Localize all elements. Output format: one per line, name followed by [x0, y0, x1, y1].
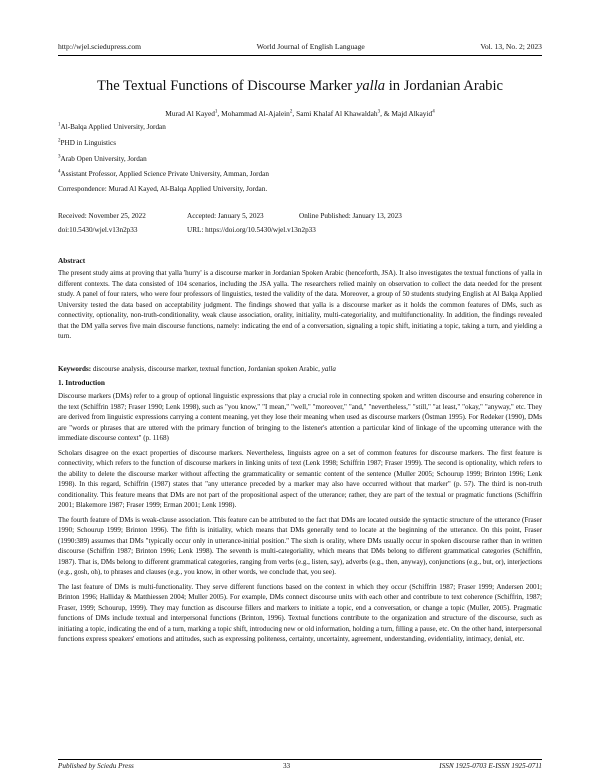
keywords-label: Keywords: — [58, 365, 92, 373]
volume-info: Vol. 13, No. 2; 2023 — [480, 42, 542, 51]
author-4: , & Majd Alkayid — [380, 109, 433, 118]
received-date: Received: November 25, 2022 — [58, 212, 146, 220]
affiliation-3 — [58, 155, 147, 163]
title-rest: in Jordanian Arabic — [385, 78, 504, 94]
author-1-sup: 1 — [214, 109, 218, 115]
affiliation-4-sup: 4 — [58, 169, 61, 175]
affiliation-2-sup: 2 — [58, 138, 61, 144]
page-footer — [58, 762, 542, 770]
intro-paragraph-2: Scholars disagree on the exact properties of discourse markers. Nevertheless, linguists agree on a set of common features for discourse markers. The first feature is connectivity, which refers to the function of discourse markers in linking units of text (Lenk 1998; Schiffrin 1987; Fraser 1999). The second is optionality, which refers to the ability to delete the discourse marker without affecting the grammaticality or semantic content of the sentence (Muller 2005; Schourup 1999; Brinton 1996; Lenk 1998). In this regard, Schiffrin (1987) states that "any utterance preceded by a marker may also have occurred without that marker" (p. 57). The third is non-truth conditionality. This feature means that DMs are not part of the propositional aspect of the utterance; rather, they are part of the textual or pragmatic functions (Schiffrin 2001; Blakemore 1987; Fraser 1999; Erman 2001; Lenk 1998). — [58, 448, 542, 509]
page-number: 33 — [282, 762, 291, 770]
footer-rule — [58, 759, 542, 760]
keywords-italic: yalla — [321, 365, 336, 373]
author-4-sup: 4 — [432, 109, 435, 115]
title-italic: yalla — [355, 78, 386, 94]
affiliation-1-text: Al-Balqa Applied University, Jordan — [60, 123, 166, 131]
affiliation-4-text: Assistant Professor, Applied Science Private University, Amman, Jordan — [60, 170, 269, 178]
publisher: Published by Sciedu Press — [58, 762, 134, 770]
author-3-sup: 3 — [377, 109, 381, 115]
author-2: , Mohammad Al-Ajalein — [217, 109, 290, 118]
keywords-text: discourse analysis, discourse marker, textual function, Jordanian spoken Arabic, — [91, 365, 322, 373]
journal-name: World Journal of English Language — [256, 42, 365, 51]
running-header — [58, 42, 542, 51]
published-date: Online Published: January 13, 2023 — [299, 212, 402, 220]
intro-paragraph-1: Discourse markers (DMs) refer to a group of optional linguistic expressions that play a crucial role in connecting spoken and written discourse and ensuring coherence in the text (Schiffrin 1987; Fraser 1990; Lenk 1998), such as "you know," "I mean," "well," "moreover," "and," "nevertheless," "still," "at least," "okay," "anyway," etc. They are derived from linguistic expressions carrying a content meaning, yet they lose their meaning when used as discourse markers (Östman 1995). For Redeker (1990), DMs are "words or phrases that are uttered with the primary function of bringing to the listener's attention a particular kind of linkage of the upcoming utterance with the immediate discourse context" (p. 1168) — [58, 392, 542, 442]
keywords — [58, 365, 542, 373]
intro-paragraph-3: The fourth feature of DMs is weak-clause association. This feature can be attributed to the fact that DMs are located outside the syntactic structure of the utterance (Fraser 1990; Schourup 1999; Brinton 1996). The fifth is initiality, which means that DMs generally tend to locate at the beginning of the utterance. On this point, Fraser (1990:389) assumes that DMs "typically occur only in utterance-initial position." The sixth is orality, where DMs usually occur in spoken discourse rather than in written discourse (Schiffrin 1987; Brinton 1996; Lenk 1998). The seventh is multi-categoriality, which means that DMs belong to different grammatical categories (Schiffrin, 1987). That is, DMs belong to different grammatical categories, ranging from verbs (e.g., listen, say), adverbs (e.g., then, anyway), conjunctions (e.g., but, or), interjections (e.g., gosh, oh), to phrases and clauses (e.g., you know, in other words, we conclude that, you see). — [58, 515, 542, 576]
correspondence: Correspondence: Murad Al Kayed, Al-Balqa Applied University, Jordan. — [58, 185, 268, 193]
affiliation-4 — [58, 170, 269, 178]
abstract-heading: Abstract — [58, 256, 86, 265]
abstract-text: The present study aims at proving that yalla 'hurry' is a discourse marker in Jordanian Spoken Arabic (henceforth, JSA). It also investigates the textual functions of yalla in different contexts. The data consisted of 104 scenarios, including the JSA yalla. The researchers relied mainly on observation to collect the data needed for the present study. A panel of four raters, who were four professors of linguistics, tested the validity of the data. Moreover, a group of 50 students studying English at Al Balqa Applied University tested the data based on acceptability judgment. The findings showed that yalla is a discourse marker as it holds the common features of DMs, such as connectivity, optionality, non-truth-conditionality, weak clause association, orality, initiality, multi-categoriality, and multifunctionality. In addition, the findings revealed that the DM yalla serves five main discourse functions, namely: indicating the end of a conversation, signaling a topic shift, initiating a topic, taking a turn, and yielding a turn. — [58, 269, 542, 340]
affiliation-1-sup: 1 — [58, 122, 61, 128]
doi-url[interactable]: URL: https://doi.org/10.5430/wjel.v13n2p33 — [187, 226, 316, 234]
intro-paragraph-4: The last feature of DMs is multi-functionality. They serve different functions based on the context in which they occur (Schiffrin 1987; Fraser 1999; Andersen 2001; Brinton 1996; Halliday & Matthiessen 2004; Muller 2005). For example, DMs connect discourse units with each other and contribute to text coherence (Schiffrin, 1987; Fraser, 1999; Schourup, 1999). They may function as discourse fillers and markers to initiate a topic, end a conversation, or change a topic (Muller, 2005). Pragmatic functions of DMs include textual and interpersonal functions (Brinton, 1996). Textual functions contribute to the organization and structure of the discourse, such as initiating a topic, indicating the end of a turn, marking a topic shift, introducing new or old information, holding a turn, filling a pause, etc. On the other hand, interpersonal functions express speakers' emotions and attitudes, such as expressing politeness, certainty, uncertainty, agreement, understanding, evidentiality, intimacy, denial, etc. — [58, 582, 542, 643]
affiliation-3-sup: 3 — [58, 154, 61, 160]
publication-dates — [58, 212, 542, 240]
author-1: Murad Al Kayed — [165, 109, 215, 118]
author-2-sup: 2 — [289, 109, 293, 115]
header-rule — [58, 55, 542, 56]
title-main: The Textual Functions of Discourse Marker — [96, 78, 356, 94]
journal-url[interactable]: http://wjel.sciedupress.com — [58, 42, 142, 51]
intro-body — [58, 391, 542, 649]
affiliation-2-text: PHD in Linguistics — [60, 139, 117, 147]
accepted-date: Accepted: January 5, 2023 — [187, 212, 264, 220]
doi[interactable]: doi:10.5430/wjel.v13n2p33 — [58, 226, 138, 234]
affiliation-3-text: Arab Open University, Jordan — [60, 155, 147, 163]
author-list — [40, 109, 560, 118]
affiliation-1 — [58, 123, 166, 131]
issn: ISSN 1925-0703 E-ISSN 1925-0711 — [439, 762, 542, 770]
intro-heading: 1. Introduction — [58, 378, 105, 387]
author-3: , Sami Khalaf Al Khawaldah — [292, 109, 378, 118]
paper-title — [40, 78, 560, 95]
affiliation-2 — [58, 139, 116, 147]
